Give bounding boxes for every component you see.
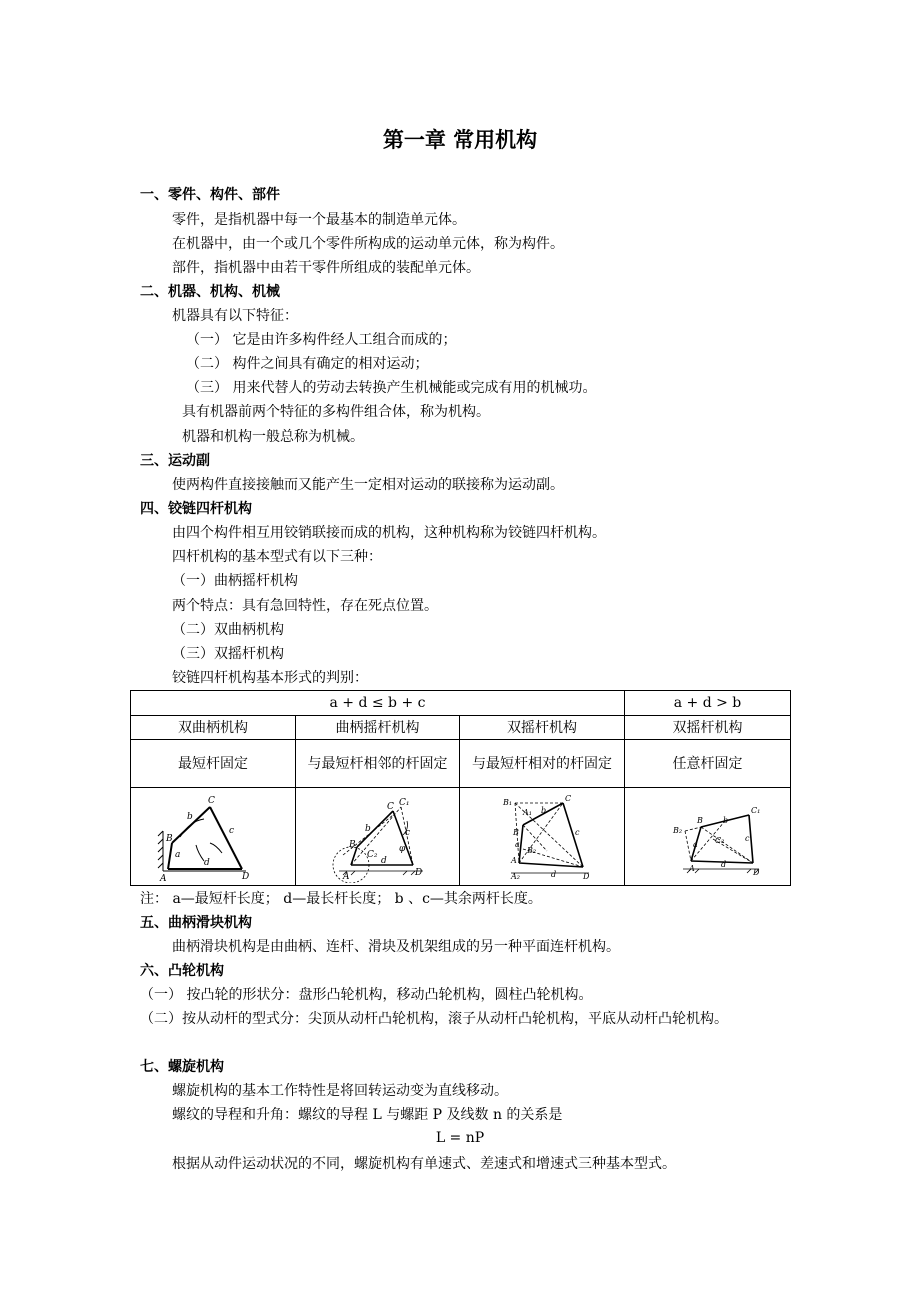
- label-C2: C₂: [366, 849, 377, 860]
- section-2-line: 机器和机构一般总称为机械。: [182, 429, 364, 445]
- section-6-heading: 六、凸轮机构: [140, 963, 224, 979]
- label-b: b: [541, 805, 547, 815]
- section-7-line: 螺旋机构的基本工作特性是将回转运动变为直线移动。: [172, 1083, 508, 1099]
- section-2-intro: 机器具有以下特征：: [172, 308, 298, 324]
- section-2-item: （二） 构件之间具有确定的相对运动；: [186, 356, 429, 372]
- label-d: d: [204, 857, 210, 868]
- label-B: B: [513, 827, 519, 837]
- section-4-type-1-note: 两个特点：具有急回特性，存在死点位置。: [172, 598, 438, 614]
- double-rocker-any-diagram: [633, 791, 783, 883]
- label-a: a: [515, 839, 520, 849]
- label-b: b: [187, 811, 193, 822]
- section-5-text: 曲柄滑块机构是由曲柄、连杆、滑块及机架组成的另一种平面连杆机构。: [172, 939, 620, 955]
- label-b: b: [722, 815, 728, 825]
- label-C: C: [565, 793, 572, 803]
- double-crank-diagram: [138, 791, 288, 883]
- rule-cell: 与最短杆相对的杆固定: [460, 740, 625, 788]
- label-A: A: [342, 871, 349, 882]
- double-rocker-diagram: [467, 791, 617, 883]
- label-B1: B₁: [503, 797, 513, 807]
- label-c: c: [404, 827, 410, 838]
- condition-cell: a + d ≤ b + c: [131, 691, 625, 716]
- four-bar-judgement-table: [130, 690, 791, 886]
- label-c: c: [744, 833, 749, 843]
- lead-formula: L = nP: [435, 1130, 485, 1146]
- crank-rocker-diagram: [303, 791, 453, 883]
- table-intro: 铰链四杆机构基本形式的判别：: [172, 670, 368, 686]
- label-d: d: [380, 855, 387, 866]
- section-2-heading: 二、机器、机构、机械: [140, 284, 280, 300]
- section-4-type-1: （一）曲柄摇杆机构: [172, 573, 298, 589]
- section-7-line: 螺纹的导程和升角：螺纹的导程 L 与螺距 P 及线数 n 的关系是: [172, 1107, 563, 1123]
- label-a: a: [692, 839, 698, 849]
- label-B2: B₂: [527, 845, 537, 855]
- section-2-line: 具有机器前两个特征的多构件组合体，称为机构。: [182, 404, 490, 420]
- label-D: D: [414, 867, 422, 878]
- label-b: b: [364, 823, 371, 834]
- label-a: a: [175, 849, 181, 860]
- section-1-line: 零件，是指机器中每一个最基本的制造单元体。: [172, 212, 466, 228]
- section-7-line: 根据从动件运动状况的不同，螺旋机构有单速式、差速式和增速式三种基本型式。: [172, 1156, 676, 1172]
- section-4-type-2: （二）双曲柄机构: [172, 622, 284, 638]
- label-D: D: [242, 871, 250, 882]
- section-2-item: （三） 用来代替人的劳动去转换产生机械能或完成有用的机械功。: [186, 380, 597, 396]
- label-A: A: [688, 863, 695, 873]
- condition-cell: a + d > b: [625, 691, 791, 716]
- label-B: B: [166, 833, 173, 844]
- label-D: D: [583, 871, 590, 881]
- label-phi: φ: [398, 843, 405, 854]
- rule-cell: 任意杆固定: [625, 740, 791, 788]
- label-C1: C₁: [398, 797, 409, 808]
- label-A: A: [511, 855, 517, 865]
- label-D: D: [752, 867, 759, 877]
- label-B: B: [348, 839, 356, 850]
- section-6-line: （二）按从动杆的型式分：尖顶从动杆凸轮机构，滚子从动杆凸轮机构，平底从动杆凸轮机构。: [140, 1011, 728, 1027]
- label-A1: A₁: [523, 807, 532, 817]
- section-1-line: 部件，指机器中由若干零件所组成的装配单元体。: [172, 260, 480, 276]
- section-4-heading: 四、铰链四杆机构: [140, 501, 252, 517]
- rule-cell: 最短杆固定: [131, 740, 296, 788]
- label-c: c: [575, 827, 580, 837]
- page-title: 第一章 常用机构: [382, 128, 538, 152]
- label-C1: C₁: [750, 805, 760, 815]
- section-4-line: 四杆机构的基本型式有以下三种：: [172, 549, 382, 565]
- section-7-heading: 七、螺旋机构: [140, 1059, 224, 1075]
- figure-cell: [296, 788, 460, 886]
- section-1-line: 在机器中，由一个或几个零件所构成的运动单元体，称为构件。: [172, 236, 564, 252]
- section-3-text: 使两构件直接接触而又能产生一定相对运动的联接称为运动副。: [172, 477, 564, 493]
- section-3-heading: 三、运动副: [140, 453, 210, 469]
- table-note: 注： a—最短杆长度； d—最长杆长度； b 、c—其余两杆长度。: [140, 891, 542, 907]
- label-d: d: [551, 869, 557, 879]
- figure-cell: [625, 788, 791, 886]
- label-d: d: [720, 859, 726, 869]
- label-C: C: [386, 801, 394, 812]
- label-C2: C₂: [714, 835, 724, 845]
- section-6-line: （一） 按凸轮的形状分：盘形凸轮机构，移动凸轮机构，圆柱凸轮机构。: [140, 987, 593, 1003]
- label-A: A: [160, 873, 167, 883]
- label-B: B: [696, 815, 703, 825]
- type-cell: 曲柄摇杆机构: [296, 716, 460, 740]
- section-5-heading: 五、曲柄滑块机构: [140, 915, 252, 931]
- type-cell: 双曲柄机构: [131, 716, 296, 740]
- section-4-type-3: （三）双摇杆机构: [172, 646, 284, 662]
- section-2-item: （一） 它是由许多构件经人工组合而成的；: [186, 332, 457, 348]
- type-cell: 双摇杆机构: [625, 716, 791, 740]
- rule-cell: 与最短杆相邻的杆固定: [296, 740, 460, 788]
- label-B2: B₂: [672, 825, 682, 835]
- label-c: c: [229, 825, 235, 836]
- section-4-line: 由四个构件相互用铰销联接而成的机构，这种机构称为铰链四杆机构。: [172, 525, 606, 541]
- label-A2: A₂: [511, 871, 520, 881]
- section-1-heading: 一、零件、构件、部件: [140, 187, 280, 203]
- type-cell: 双摇杆机构: [460, 716, 625, 740]
- figure-cell: [460, 788, 625, 886]
- label-C: C: [208, 795, 215, 806]
- figure-cell: [131, 788, 296, 886]
